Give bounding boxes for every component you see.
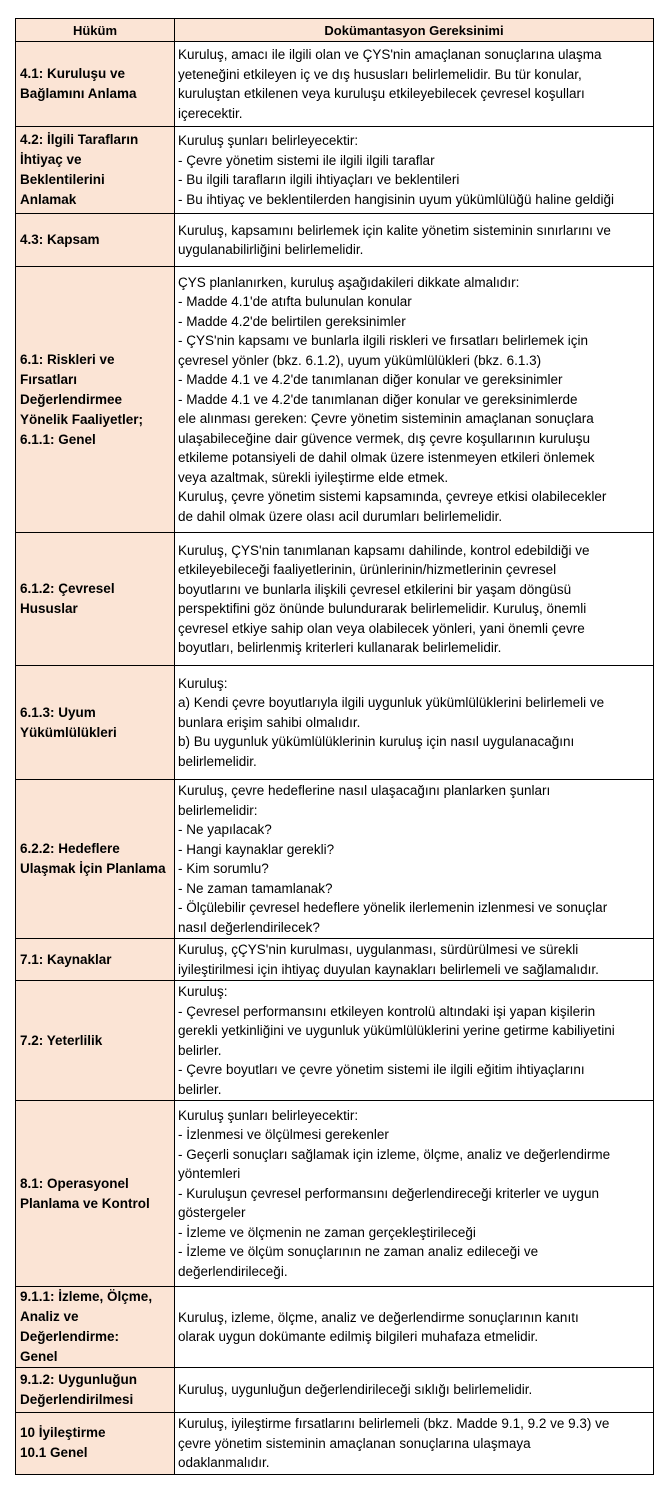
requirement-line: yöntemleri <box>178 1166 241 1182</box>
requirement-line: göstergeler <box>178 1205 246 1221</box>
requirement-cell <box>175 780 654 939</box>
clause-line: Yükümlülükleri <box>20 724 117 740</box>
table-row <box>16 1368 654 1413</box>
requirement-line: - Hangi kaynaklar gerekli? <box>178 841 335 857</box>
requirement-line: ÇYS planlanırken, kuruluş aşağıdakileri dikkate almalıdır: <box>178 274 520 290</box>
requirement-line: - Ölçülebilir çevresel hedeflere yönelik ilerlemenin izlenmesi ve sonuçlar <box>178 900 608 915</box>
clause-line: 8.1: Operasyonel <box>20 1175 129 1191</box>
clause-line: İhtiyaç ve <box>20 152 82 167</box>
requirement-cell <box>175 666 654 780</box>
clause-line: Değerlendirmee <box>20 391 123 407</box>
clause-line: 4.1: Kuruluşu ve <box>20 66 126 81</box>
requirement-line: - Çevre boyutları ve çevre yönetim sistemi ile ilgili eğitim ihtiyaçlarını <box>178 1062 585 1077</box>
requirement-line: perspektifini göz önünde bulundurarak belirlemelidir. Kuruluş, önemli <box>178 601 587 616</box>
requirement-line: belirler. <box>178 1081 222 1097</box>
requirement-cell <box>175 939 654 981</box>
clause-cell <box>16 666 175 780</box>
requirement-line: Kuruluş, ÇYS'nin tanımlanan kapsamı dahilinde, kontrol edebildiği ve <box>178 542 590 558</box>
clause-line: Anlamak <box>20 192 77 207</box>
clause-cell <box>16 1101 175 1287</box>
requirement-line: çevre yönetim sisteminin amaçlanan sonuçlarına ulaşmaya <box>178 1435 531 1451</box>
requirement-line: b) Bu uygunluk yükümlülüklerinin kuruluş için nasıl uygulanacağını <box>178 734 575 750</box>
requirement-line: - Çevre yönetim sistemi ile ilgili ilgili taraflar <box>178 152 435 168</box>
requirement-line: - İzleme ve ölçmenin ne zaman gerçekleştirileceği <box>178 1224 476 1240</box>
requirement-cell <box>175 1368 654 1413</box>
clause-cell <box>16 42 175 127</box>
requirement-line: Kuruluş şunları belirleyecektir: <box>178 133 359 148</box>
requirement-cell <box>175 1101 654 1287</box>
requirement-line: - Madde 4.1'de atıfta bulunulan konular <box>178 294 412 310</box>
table-row <box>16 780 654 939</box>
clause-cell <box>16 533 175 666</box>
requirement-line: nasıl değerlendirilecek? <box>178 919 320 935</box>
requirement-line: iyileştirilmesi için ihtiyaç duyulan kaynakları belirlemeli ve sağlamalıdır. <box>178 961 599 977</box>
table-row <box>16 42 654 127</box>
table-row <box>16 666 654 780</box>
requirement-line: uygulanabilirliğini belirlemelidir. <box>178 242 364 257</box>
clause-line: 7.1: Kaynaklar <box>20 951 112 967</box>
requirement-line: değerlendirileceği. <box>178 1263 288 1279</box>
clause-line: 6.1: Riskleri ve <box>20 351 115 367</box>
requirement-cell <box>175 127 654 214</box>
requirement-line: Kuruluş, çevre yönetim sistemi kapsamında, çevreye etkisi olabilecekler <box>178 489 607 505</box>
table-row <box>16 1287 654 1368</box>
clause-line: 10.1 Genel <box>20 1445 88 1461</box>
clause-cell <box>16 1287 175 1368</box>
requirement-line: - Geçerli sonuçları sağlamak için izleme, ölçme, analiz ve değerlendirme <box>178 1146 611 1162</box>
table-row <box>16 127 654 214</box>
header-clause: Hüküm <box>16 19 175 42</box>
clause-line: Genel <box>20 1349 58 1364</box>
requirement-cell <box>175 981 654 1101</box>
requirement-line: Kuruluş, amacı ile ilgili olan ve ÇYS'nin amaçlanan sonuçlarına ulaşma <box>178 47 602 62</box>
clause-line: Yönelik Faaliyetler; <box>20 411 144 427</box>
table-row <box>16 214 654 267</box>
requirement-line: - İzleme ve ölçüm sonuçlarının ne zaman analiz edileceği ve <box>178 1244 539 1260</box>
requirement-line: gerekli yetkinliğini ve uygunluk yükümlülüklerini yerine getirme kabiliyetini <box>178 1023 615 1038</box>
clause-line: 9.1.1: İzleme, Ölçme, <box>20 1289 153 1304</box>
requirement-line: etkileyebileceği faaliyetlerinin, ürünlerinin/hizmetlerinin çevresel <box>178 562 557 577</box>
clause-line: 7.2: Yeterlilik <box>20 1032 103 1048</box>
requirement-line: boyutları, belirlenmiş kriterleri kullanarak belirlemelidir. <box>178 640 502 655</box>
requirement-cell <box>175 1413 654 1475</box>
requirement-line: Kuruluş, çÇYS'nin kurulması, uygulanması, sürdürülmesi ve sürekli <box>178 942 579 957</box>
requirement-line: çevresel yönler (bkz. 6.1.2), uyum yükümlülükleri (bkz. 6.1.3) <box>178 352 542 368</box>
requirement-line: Kuruluş, izleme, ölçme, analiz ve değerlendirme sonuçlarının kanıtı <box>178 1309 579 1325</box>
requirement-line: etkileme potansiyeli de dahil olmak üzere istenmeyen etkileri önlemek <box>178 450 595 466</box>
requirement-line: - Madde 4.1 ve 4.2'de tanımlanan diğer konular ve gereksinimler <box>178 372 563 388</box>
requirement-line: Kuruluş, çevre hedeflerine nasıl ulaşacağını planlarken şunları <box>178 783 551 798</box>
clause-line: 6.1.2: Çevresel <box>20 581 115 596</box>
requirement-line: Kuruluş şunları belirleyecektir: <box>178 1107 359 1123</box>
requirement-line: - Bu ihtiyaç ve beklentilerden hangisinin uyum yükümlülüğü haline geldiği <box>178 191 615 207</box>
requirement-line: içerecektir. <box>178 105 243 121</box>
requirement-line: de dahil olmak üzere olası acil durumları belirlemelidir. <box>178 508 503 524</box>
clause-cell <box>16 127 175 214</box>
requirement-line: belirlemelidir. <box>178 753 257 769</box>
requirement-line: bunlara erişim sahibi olmalıdır. <box>178 714 361 730</box>
requirement-line: Kuruluş: <box>178 984 228 999</box>
requirement-line: Kuruluş, uygunluğun değerlendirileceği sıklığı belirlemelidir. <box>178 1382 533 1398</box>
requirement-line: - Madde 4.2'de belirtilen gereksinimler <box>178 313 406 329</box>
requirement-line: odaklanmalıdır. <box>178 1455 270 1470</box>
requirement-line: - Ne yapılacak? <box>178 822 272 837</box>
clause-line: 4.3: Kapsam <box>20 232 100 247</box>
clause-line: 9.1.2: Uygunluğun <box>20 1372 138 1387</box>
requirement-line: - İzlenmesi ve ölçülmesi gerekenler <box>178 1127 389 1143</box>
requirement-line: - Madde 4.1 ve 4.2'de tanımlanan diğer konular ve gereksinimlerde <box>178 391 578 407</box>
clause-cell <box>16 267 175 533</box>
requirement-line: - Ne zaman tamamlanak? <box>178 880 333 896</box>
requirement-line: belirlemelidir: <box>178 802 258 818</box>
header-requirement: Dokümantasyon Gereksinimi <box>175 19 654 42</box>
clause-line: Hususlar <box>20 601 78 616</box>
clause-line: Analiz ve <box>20 1309 79 1324</box>
table-row <box>16 939 654 981</box>
table-row <box>16 267 654 533</box>
requirement-cell <box>175 533 654 666</box>
clause-line: Değerlendirme: <box>20 1329 120 1344</box>
clause-line: 6.1.1: Genel <box>20 431 96 447</box>
requirement-line: - Kim sorumlu? <box>178 861 269 876</box>
clause-line: 6.1.3: Uyum <box>20 704 96 720</box>
requirement-line: Kuruluş: <box>178 675 228 691</box>
requirement-cell <box>175 267 654 533</box>
clause-line: 4.2: İlgili Tarafların <box>20 132 139 147</box>
requirement-line: yeteneğini etkileyen iç ve dış hususları belirlemelidir. Bu tür konular, <box>178 66 582 82</box>
clause-cell <box>16 1413 175 1475</box>
requirement-line: ulaşabileceğine dair güvence vermek, dış çevre koşullarının kuruluşu <box>178 430 590 446</box>
clause-line: Bağlamını Anlama <box>20 86 137 101</box>
requirement-line: Kuruluş, kapsamını belirlemek için kalite yönetim sisteminin sınırlarını ve <box>178 222 611 238</box>
clause-cell <box>16 939 175 981</box>
requirement-line: boyutlarını ve bunlarla ilişkili çevresel etkilerini bir yaşam döngüsü <box>178 581 572 597</box>
clause-line: Değerlendirilmesi <box>20 1392 134 1407</box>
clause-line: Planlama ve Kontrol <box>20 1195 150 1211</box>
clause-line: 10 İyileştirme <box>20 1425 106 1441</box>
requirement-line: - Bu ilgili tarafların ilgili ihtiyaçları ve beklentileri <box>178 172 460 187</box>
requirement-line: belirler. <box>178 1042 222 1058</box>
requirement-line: ele alınması gereken: Çevre yönetim sisteminin amaçlanan sonuçlara <box>178 411 594 427</box>
table-row <box>16 1413 654 1475</box>
clause-line: 6.2.2: Hedeflere <box>20 841 120 856</box>
table-row <box>16 981 654 1101</box>
clause-cell <box>16 1368 175 1413</box>
clause-cell <box>16 214 175 267</box>
clause-line: Fırsatları <box>20 371 78 387</box>
table-row <box>16 533 654 666</box>
table-row <box>16 1101 654 1287</box>
requirement-line: - Çevresel performansını etkileyen kontrolü altındaki işi yapan kişilerin <box>178 1003 596 1019</box>
requirement-cell <box>175 1287 654 1368</box>
requirement-cell <box>175 214 654 267</box>
clause-line: Beklentilerini <box>20 172 105 187</box>
requirement-line: a) Kendi çevre boyutlarıyla ilgili uygunluk yükümlülüklerini belirlemeli ve <box>178 695 605 711</box>
requirement-line: kuruluştan etkilenen veya kuruluşu etkileyebilecek çevresel koşulları <box>178 86 585 101</box>
requirement-cell <box>175 42 654 127</box>
requirement-line: olarak uygun dokümante edilmiş bilgileri muhafaza etmelidir. <box>178 1329 539 1344</box>
clause-cell <box>16 780 175 939</box>
requirement-line: veya azaltmak, sürekli iyileştirme elde etmek. <box>178 469 449 485</box>
clause-line: Ulaşmak İçin Planlama <box>20 861 166 876</box>
requirements-table <box>15 18 654 1475</box>
requirement-line: - ÇYS'nin kapsamı ve bunlarla ilgili riskleri ve fırsatları belirlemek için <box>178 333 588 349</box>
header-row <box>16 19 654 42</box>
requirement-line: - Kuruluşun çevresel performansını değerlendireceği kriterler ve uygun <box>178 1185 599 1201</box>
requirement-line: çevresel etkiye sahip olan veya olabilecek yönleri, yani önemli çevre <box>178 620 585 636</box>
clause-cell <box>16 981 175 1101</box>
requirement-line: Kuruluş, iyileştirme fırsatlarını belirlemeli (bkz. Madde 9.1, 9.2 ve 9.3) ve <box>178 1416 610 1431</box>
